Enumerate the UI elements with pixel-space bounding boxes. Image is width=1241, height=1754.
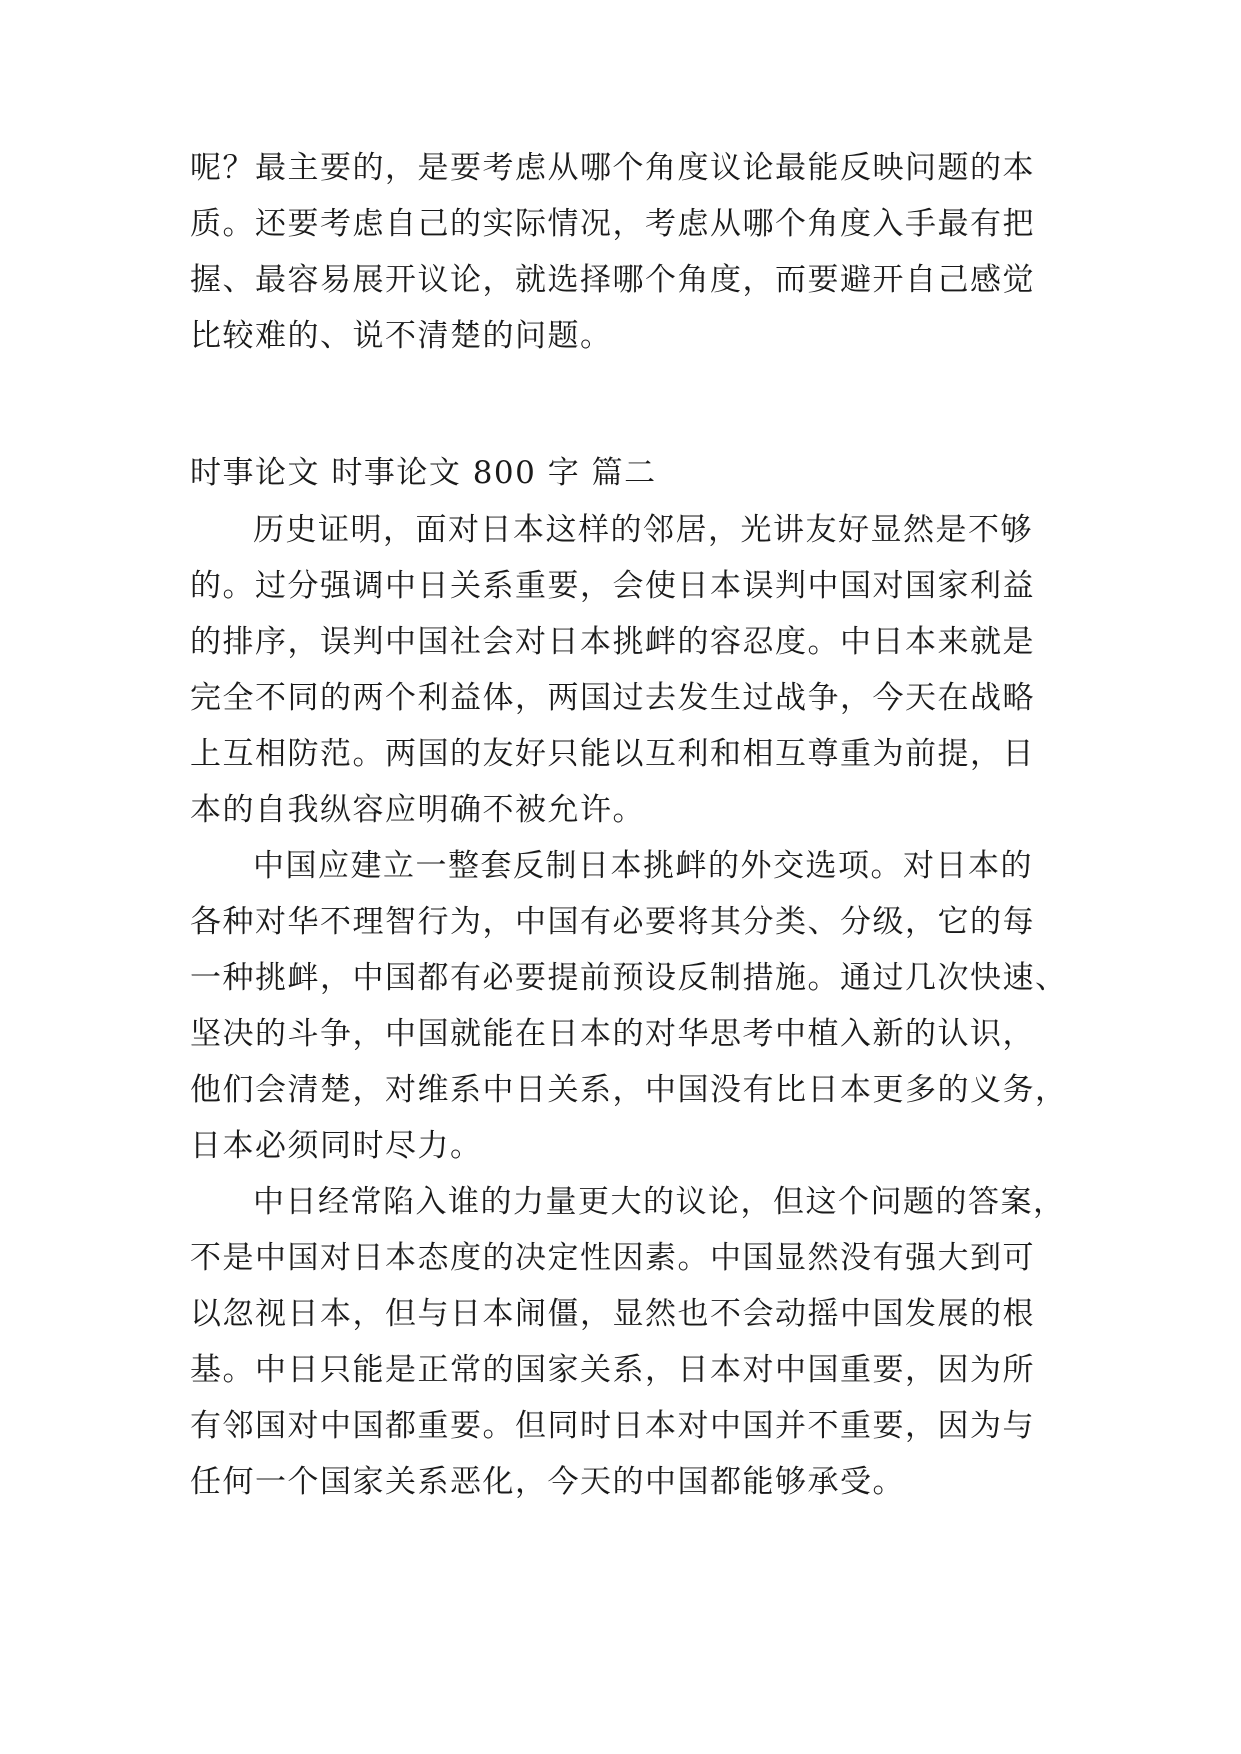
text-line: 上互相防范。两国的友好只能以互利和相互尊重为前提，日 — [190, 736, 1035, 772]
text-line: 握、最容易展开议论，就选择哪个角度，而要避开自己感觉 — [190, 262, 1035, 298]
text-line: 以忽视日本，但与日本闹僵，显然也不会动摇中国发展的根 — [190, 1296, 1035, 1332]
text-line: 有邻国对中国都重要。但同时日本对中国并不重要，因为与 — [190, 1408, 1035, 1444]
text-line: 呢？最主要的，是要考虑从哪个角度议论最能反映问题的本 — [190, 150, 1035, 186]
text-line: 中日经常陷入谁的力量更大的议论，但这个问题的答案， — [253, 1184, 1066, 1220]
text-line: 各种对华不理智行为，中国有必要将其分类、分级，它的每 — [190, 904, 1035, 940]
text-line: 日本必须同时尽力。 — [190, 1128, 483, 1164]
text-line: 完全不同的两个利益体，两国过去发生过战争，今天在战略 — [190, 680, 1035, 716]
text-line: 基。中日只能是正常的国家关系，日本对中国重要，因为所 — [190, 1352, 1035, 1388]
text-line: 坚决的斗争，中国就能在日本的对华思考中植入新的认识， — [190, 1016, 1035, 1052]
text-line: 历史证明，面对日本这样的邻居，光讲友好显然是不够 — [253, 512, 1033, 548]
text-line: 的。过分强调中日关系重要，会使日本误判中国对国家利益 — [190, 568, 1035, 604]
text-line: 的排序，误判中国社会对日本挑衅的容忍度。中日本来就是 — [190, 624, 1035, 660]
text-line: 质。还要考虑自己的实际情况，考虑从哪个角度入手最有把 — [190, 206, 1035, 242]
text-line: 比较难的、说不清楚的问题。 — [190, 318, 613, 354]
text-line: 中国应建立一整套反制日本挑衅的外交选项。对日本的 — [253, 848, 1033, 884]
text-line: 一种挑衅，中国都有必要提前预设反制措施。通过几次快速、 — [190, 960, 1068, 996]
text-line: 不是中国对日本态度的决定性因素。中国显然没有强大到可 — [190, 1240, 1035, 1276]
section-heading: 时事论文 时事论文 800 字 篇二 — [190, 455, 657, 491]
text-line: 本的自我纵容应明确不被允许。 — [190, 792, 645, 828]
text-line: 任何一个国家关系恶化，今天的中国都能够承受。 — [190, 1464, 905, 1500]
text-line: 他们会清楚，对维系中日关系，中国没有比日本更多的义务， — [190, 1072, 1068, 1108]
